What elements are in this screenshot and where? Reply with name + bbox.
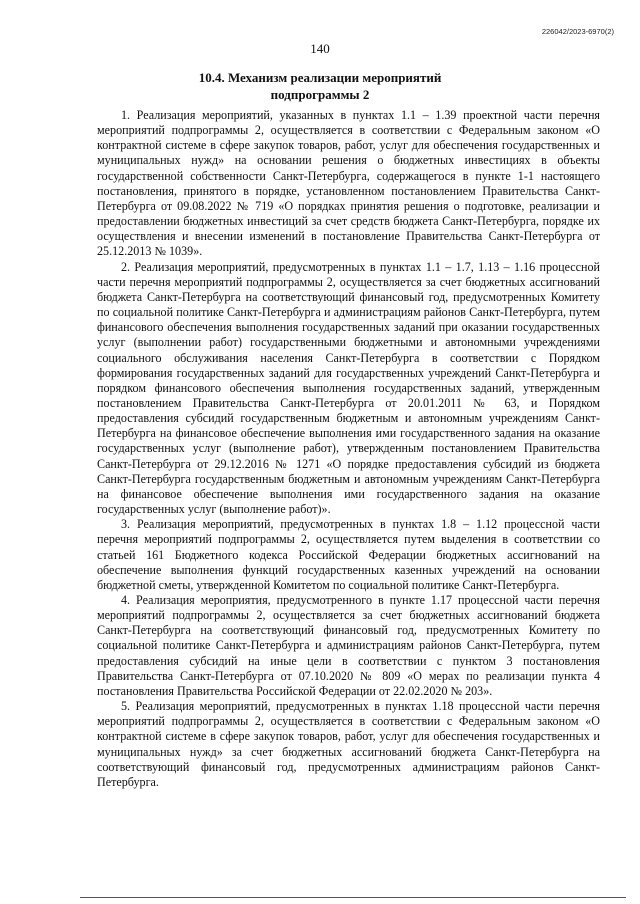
body-text [97, 108, 600, 790]
section-heading [60, 69, 580, 103]
paragraph-4: 4. Реализация мероприятия, предусмотренного в пункте 1.17 процессной части перечня мероприятий подпрограммы 2, осуществляется за счет бюджетных ассигнований бюджета Санкт-Петербурга на соответствующий финансовый год, предусмотренных Комитету по социальной политике Санкт-Петербурга и администрациям районов Санкт-Петербурга, путем предоставления субсидий на иные цели в соответствии с пунктом 3 постановления Правительства Санкт-Петербурга от 07.10.2020 № 809 «О мерах по реализации пункта 4 постановления Правительства Российской Федерации от 22.02.2020 № 203». [97, 593, 600, 698]
paragraph-2: 2. Реализация мероприятий, предусмотренных в пунктах 1.1 – 1.7, 1.13 – 1.16 процессной части перечня мероприятий подпрограммы 2, осуществляется за счет бюджетных ассигнований бюджета Санкт-Петербурга на соответствующий финансовый год, предусмотренных Комитету по социальной политике Санкт-Петербурга и администрациям районов Санкт-Петербурга, путем финансового обеспечения выполнения государственных заданий при оказании государственных услуг (выполнении работ) государственными бюджетными и автономными учреждениями социального обслуживания населения Санкт-Петербурга в соответствии с Порядком формирования государственных заданий для государственных учреждений Санкт-Петербурга и порядком финансового обеспечения выполнения государственных заданий, утвержденным постановлением Правительства Санкт-Петербурга от 20.01.2011 № 63, и Порядком предоставления субсидий государственным бюджетным и автономным учреждениям Санкт-Петербурга на финансовое обеспечение выполнения ими государственного задания на оказание государственных услуг (выполнение работ), утвержденным постановлением Правительства Санкт-Петербурга от 29.12.2016 № 1271 «О порядке предоставления субсидий из бюджета Санкт-Петербурга государственным бюджетным и автономным учреждениям Санкт-Петербурга на финансовое обеспечение выполнения ими государственного задания на оказание государственных услуг (выполнение работ)». [97, 259, 600, 517]
section-title-line-1: 10.4. Механизм реализации мероприятий [198, 70, 442, 85]
section-title-line-2: подпрограммы 2 [270, 87, 370, 102]
paragraph-1: 1. Реализация мероприятий, указанных в пунктах 1.1 – 1.39 проектной части перечня мероприятий подпрограммы 2, осуществляется в соответствии с Федеральным законом «О контрактной системе в сфере закупок товаров, работ, услуг для обеспечения государственных и муниципальных нужд» на основании решения о бюджетных инвестициях в объекты государственной собственности Санкт-Петербурга, содержащегося в пункте 1-1 настоящего постановления, принятого в порядке, установленном постановлением Правительства Санкт-Петербурга от 09.08.2022 № 719 «О порядках принятия решения о подготовке, реализации и предоставлении бюджетных инвестиций за счет средств бюджета Санкт-Петербурга, порядке их осуществления и внесении изменений в постановление Правительства Санкт-Петербурга от 25.12.2013 № 1039». [97, 108, 600, 259]
paragraph-5: 5. Реализация мероприятий, предусмотренных в пунктах 1.18 процессной части перечня мероприятий подпрограммы 2, осуществляется в соответствии с Федеральным законом «О контрактной системе в сфере закупок товаров, работ, услуг для обеспечения государственных и муниципальных нужд» за счет бюджетных ассигнований бюджета Санкт-Петербурга на соответствующий финансовый год, предусмотренных администрациям районов Санкт-Петербурга. [97, 699, 600, 789]
page-number: 140 [310, 41, 330, 56]
document-id: 226042/2023-6970(2) [541, 27, 614, 36]
bottom-scan-line [80, 897, 626, 898]
paragraph-3: 3. Реализация мероприятий, предусмотренных в пунктах 1.8 – 1.12 процессной части перечня мероприятий подпрограммы 2, осуществляется путем выделения в соответствии со статьей 161 Бюджетного кодекса Российской Федерации бюджетных ассигнований на обеспечение выполнения функций государственных казенных учреждений на основании бюджетной сметы, утвержденной Комитетом по социальной политике Санкт-Петербурга. [97, 517, 600, 592]
